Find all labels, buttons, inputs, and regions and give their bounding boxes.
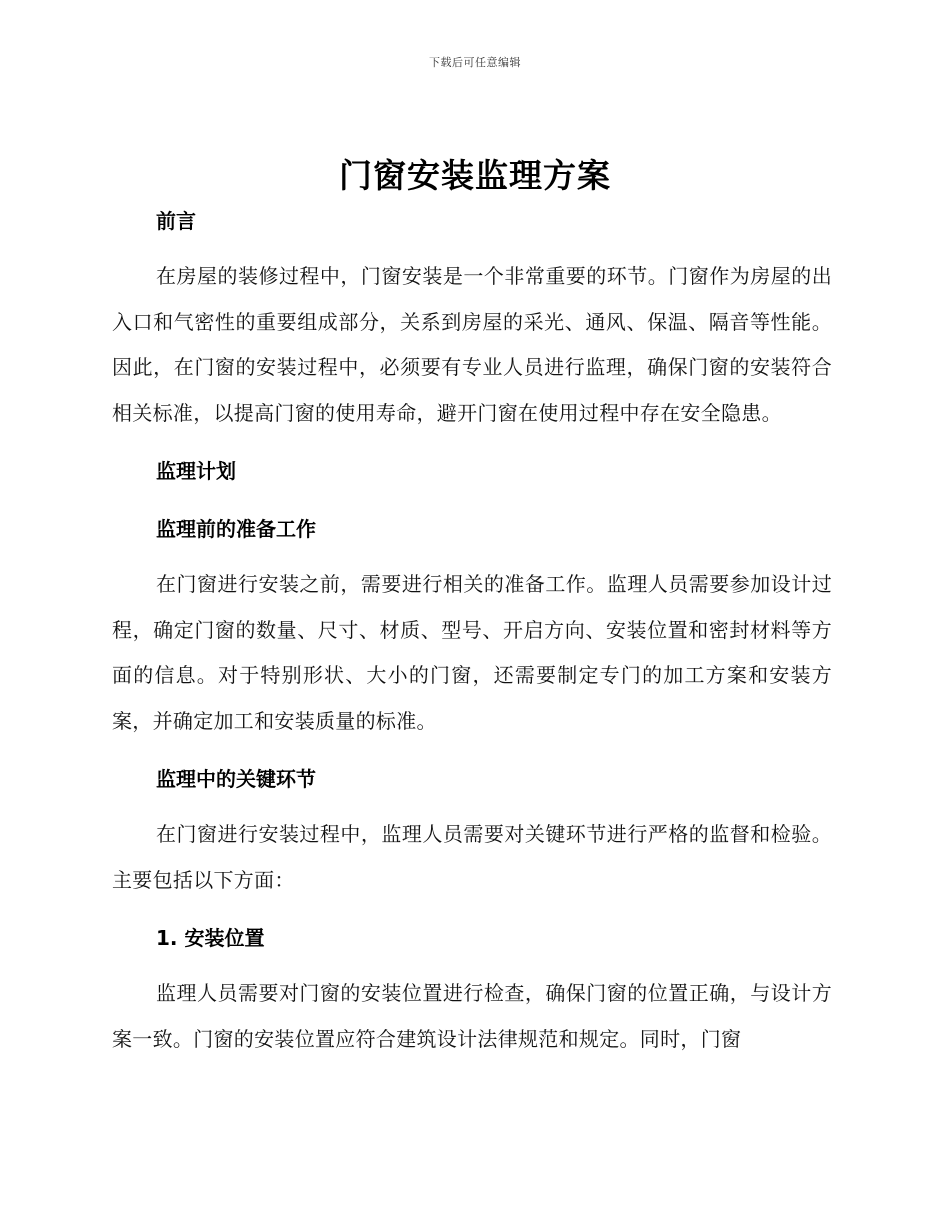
spacer — [112, 903, 832, 915]
spacer — [112, 802, 832, 812]
document-body — [112, 198, 832, 1062]
header-note: 下载后可任意编辑 — [429, 56, 521, 69]
position-paragraph: 监理人员需要对门窗的安装位置进行检查，确保门窗的位置正确，与设计方案一致。门窗的安装位置应符合建筑设计法律规范和规定。同时，门窗 — [112, 981, 832, 1051]
position-heading: 1. 安装位置 — [156, 926, 265, 950]
plan-heading: 监理计划 — [156, 459, 236, 483]
spacer — [112, 961, 832, 971]
key-heading: 监理中的关键环节 — [156, 767, 316, 791]
prep-heading: 监理前的准备工作 — [156, 517, 316, 541]
spacer — [112, 436, 832, 448]
document-title: 门窗安装监理方案 — [339, 156, 611, 195]
key-paragraph: 在门窗进行安装过程中，监理人员需要对关键环节进行严格的监督和检验。主要包括以下方面： — [112, 822, 832, 892]
preface-paragraph: 在房屋的装修过程中，门窗安装是一个非常重要的环节。门窗作为房屋的出入口和气密性的重要组成部分，关系到房屋的采光、通风、保温、隔音等性能。因此，在门窗的安装过程中，必须要有专业人员进行监理，确保门窗的安装符合相关标准，以提高门窗的使用寿命，避开门窗在使用过程中存在安全隐患。 — [112, 264, 832, 425]
prep-paragraph: 在门窗进行安装之前，需要进行相关的准备工作。监理人员需要参加设计过程，确定门窗的数量、尺寸、材质、型号、开启方向、安装位置和密封材料等方面的信息。对于特别形状、大小的门窗，还需要制定专门的加工方案和安装方案，并确定加工和安装质量的标准。 — [112, 572, 832, 733]
spacer — [112, 744, 832, 756]
spacer — [112, 244, 832, 254]
preface-heading: 前言 — [156, 209, 196, 233]
spacer — [112, 494, 832, 506]
spacer — [112, 552, 832, 562]
